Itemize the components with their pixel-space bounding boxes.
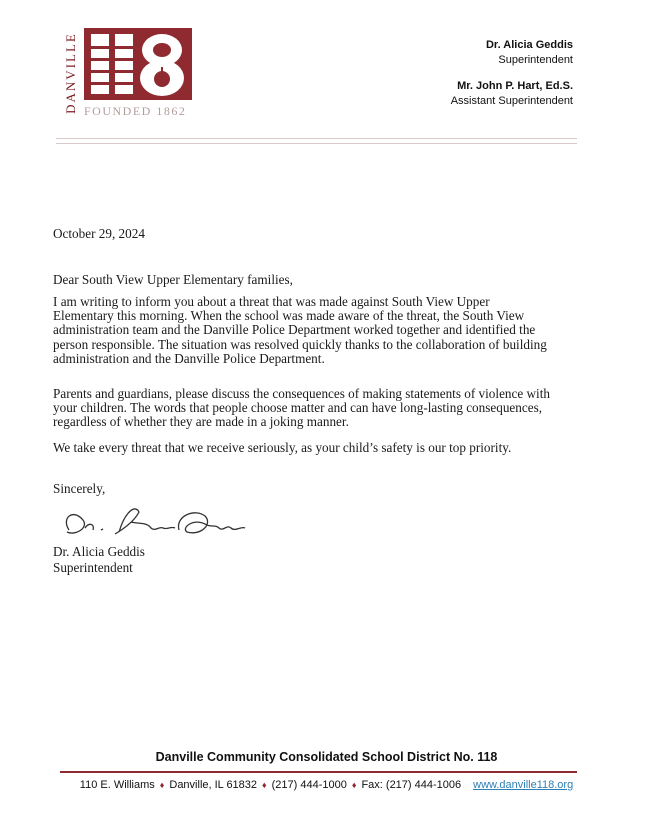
footer-district-name: Danville Community Consolidated School District No. 118 [155,750,498,764]
official-superintendent [451,38,573,68]
footer-address: 110 E. Williams [79,779,155,791]
official-title: Superintendent [498,54,573,66]
separator-icon: ♦ [262,780,267,790]
signer-name: Dr. Alicia Geddis [53,544,145,559]
footer-contact-line [0,779,653,791]
separator-icon: ♦ [351,780,357,790]
official-name: Mr. John P. Hart, Ed.S. [457,80,573,92]
official-name: Dr. Alicia Geddis [485,39,573,51]
footer-divider [60,771,577,773]
separator-icon: ♦ [159,780,165,790]
letter-date: October 29, 2024 [53,226,145,241]
header-divider [56,138,577,144]
officials-header [451,38,573,109]
logo-118-graphic [84,28,192,100]
footer-fax: Fax: (217) 444-1006 [361,779,462,791]
footer-city: Danville, IL 61832 [169,779,258,791]
footer-phone: (217) 444-1000 [271,779,347,791]
letter-paragraph: I am writing to inform you about a threat that was made against South View Upper Elementary this morning. When the school was made aware of the threat, the South View administration team and the Danville Police Department worked together and identified the person responsible. The situation was resolved quickly thanks to the collaboration of building administration and the Danville Police Department. [53,294,547,366]
letter-salutation: Dear South View Upper Elementary families, [53,272,293,287]
website-link[interactable]: www.danville118.org [473,779,574,791]
handwritten-signature [55,498,250,542]
district-logo [84,28,192,100]
letter-closing: Sincerely, [53,481,106,496]
logo-vertical-text: DANVILLE [63,32,78,114]
signer-title: Superintendent [53,559,133,575]
letter-paragraph: We take every threat that we receive seriously, as your child’s safety is our top priority. [53,440,512,455]
signer-block [53,544,145,575]
official-title: Assistant Superintendent [450,95,573,107]
letter-paragraph: Parents and guardians, please discuss the consequences of making statements of violence with your children. The words that people choose matter and can have long-lasting consequences, regardless of whether they are made in a joking manner. [53,386,550,430]
official-assistant-superintendent [451,79,573,109]
logo-founded-text: FOUNDED 1862 [84,104,187,118]
